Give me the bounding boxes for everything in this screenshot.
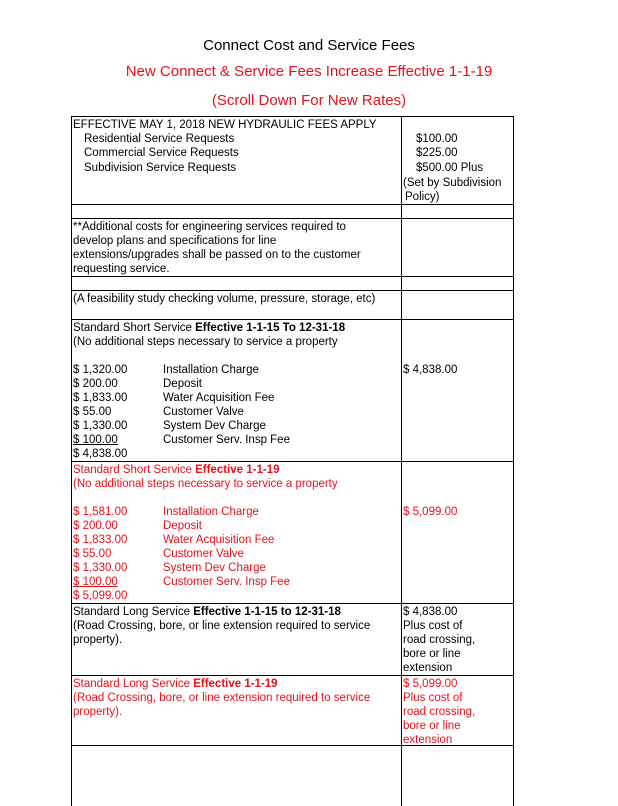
fee-table: EFFECTIVE MAY 1, 2018 NEW HYDRAULIC FEES APPLY Residential Service Requests $100.00 Commercial Service Requests $225.00 Subdivision Service Requests $500.00 Plus (Set by Subdivision Policy) **Additional costs for engineering services required to develop plans and specifications for line extensions/upgrades shall be passed on to the customer requesting service. (A feasibility study checking volume, pressure, storage, etc) Standard Short Service Effective 1-1-15 To 12-31-18 (No additional steps necessary to service a property $ 1,320.00 Installation Charge $ 200.00 Deposit $ 1,833.00 Water Acquisition Fee $ 55.00 Customer Valve $ 1,330.00 System Dev Charge $ 100.00 Customer Serv. Insp Fee $ 4,838.00 $ 4,838.00 Standard Short Service Effective 1-1-19 (No additional steps necessary to service a property $ 1,581.00 Installation Charge $ 200.00 Deposit $ 1,833.00 Water Acquisition Fee $ 55.00 Customer Valve $ 1,330.00 System Dev Charge $ 100.00 Customer Serv. Insp Fee $ 5,099.00 $ 5,099.00 Standard Long Service Effective 1-1-15 to 12-31-18 (Road Crossing, bore, or line extension required to service property). $ 4,838.00 Plus cost of road crossing, bore or line extension Standard Long Service Effective 1-1-19 (Road Crossing, bore, or line extension required to service property). $ 5,099.00 Plus cost of road crossing, bore or line extension xyxy=(71,116,514,806)
row-divider xyxy=(71,675,514,676)
residential-label: Residential Service Requests xyxy=(84,133,235,145)
long-service-old-right: Plus cost of xyxy=(403,620,463,632)
engineering-note-line: develop plans and specifications for line xyxy=(73,235,277,247)
long-service-old-note: (Road Crossing, bore, or line extension required to service xyxy=(73,620,371,632)
increase-notice: New Connect & Service Fees Increase Effective 1-1-19 xyxy=(125,63,493,80)
long-service-old-note: property). xyxy=(73,634,123,646)
long-service-new-note: (Road Crossing, bore, or line extension required to service xyxy=(73,692,371,704)
long-service-new-right: road crossing, xyxy=(403,706,476,718)
row-divider xyxy=(71,319,514,320)
commercial-fee: $225.00 xyxy=(416,147,458,159)
short-service-old-note: (No additional steps necessary to service a property xyxy=(73,336,338,348)
short-service-new-note: (No additional steps necessary to service a property xyxy=(73,478,338,490)
short-service-old-total: $ 4,838.00 xyxy=(73,448,128,460)
short-service-new-total: $ 5,099.00 xyxy=(73,590,128,602)
subdivision-label: Subdivision Service Requests xyxy=(84,162,237,174)
row-divider xyxy=(71,603,514,604)
row-divider xyxy=(71,218,514,219)
row-divider xyxy=(71,204,514,205)
row-divider xyxy=(71,276,514,277)
engineering-note-line: requesting service. xyxy=(73,263,170,275)
row-divider xyxy=(71,461,514,462)
long-service-old-right: bore or line xyxy=(403,648,461,660)
long-service-new-note: property). xyxy=(73,706,123,718)
long-service-old-right: extension xyxy=(403,662,453,674)
long-service-old-right: road crossing, xyxy=(403,634,476,646)
short-service-old-title: Standard Short Service Effective 1-1-15 To 12-31-18 xyxy=(73,322,346,334)
long-service-old-right: $ 4,838.00 xyxy=(403,606,458,618)
long-service-new-right: Plus cost of xyxy=(403,692,463,704)
commercial-label: Commercial Service Requests xyxy=(84,147,239,159)
subdivision-note: (Set by Subdivision xyxy=(403,177,502,189)
short-service-old-right-total: $ 4,838.00 xyxy=(403,364,458,376)
long-service-new-title: Standard Long Service Effective 1-1-19 xyxy=(73,678,278,690)
engineering-note-line: **Additional costs for engineering services required to xyxy=(73,221,346,233)
long-service-new-right: $ 5,099.00 xyxy=(403,678,458,690)
short-service-new-right-total: $ 5,099.00 xyxy=(403,506,458,518)
subdivision-fee: $500.00 Plus xyxy=(416,162,484,174)
row-divider xyxy=(71,290,514,291)
hydraulic-header: EFFECTIVE MAY 1, 2018 NEW HYDRAULIC FEES APPLY xyxy=(73,119,377,131)
scroll-notice: (Scroll Down For New Rates) xyxy=(211,92,407,109)
long-service-new-right: bore or line xyxy=(403,720,461,732)
long-service-new-right: extension xyxy=(403,734,453,746)
residential-fee: $100.00 xyxy=(416,133,458,145)
subdivision-note: Policy) xyxy=(405,191,440,203)
page-title: Connect Cost and Service Fees xyxy=(203,37,415,54)
feasibility-note: (A feasibility study checking volume, pressure, storage, etc) xyxy=(73,293,376,305)
short-service-new-title: Standard Short Service Effective 1-1-19 xyxy=(73,464,280,476)
row-divider xyxy=(71,116,514,117)
long-service-old-title: Standard Long Service Effective 1-1-15 to 12-31-18 xyxy=(73,606,341,618)
engineering-note-line: extensions/upgrades shall be passed on to the customer xyxy=(73,249,361,261)
